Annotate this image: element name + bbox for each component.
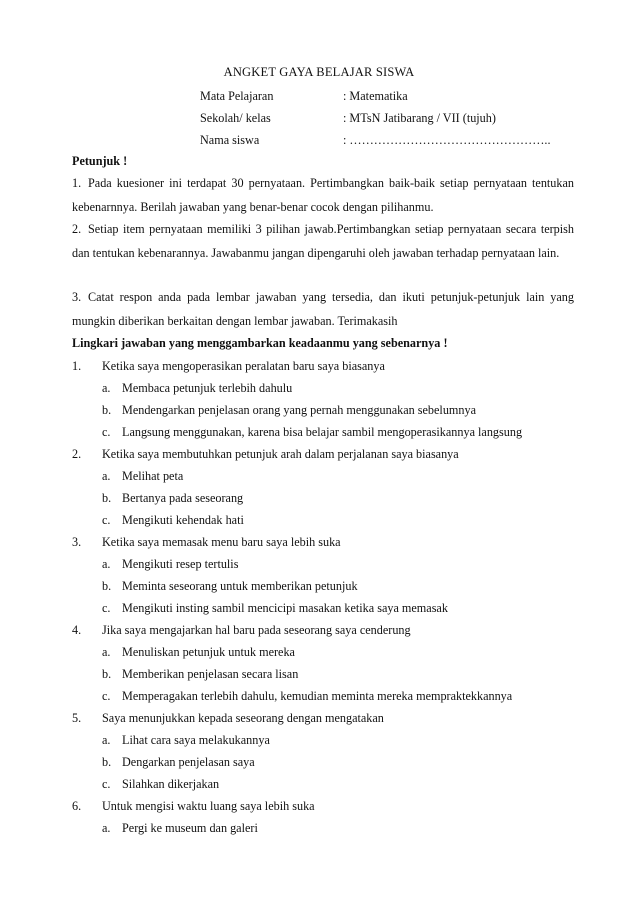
- option-text: Mengikuti insting sambil mencicipi masakan ketika saya memasak: [122, 601, 448, 615]
- meta-label-school: Sekolah/ kelas: [200, 111, 271, 125]
- option-letter: a.: [102, 469, 111, 483]
- option-text: Meminta seseorang untuk memberikan petunjuk: [122, 579, 358, 593]
- instruction-text: Pada kuesioner ini terdapat 30 pernyataan. Pertimbangkan baik-baik setiap pernyataan tentukan kebenarnnya. Berilah jawaban yang benar-benar cocok dengan pilihanmu.: [72, 176, 574, 214]
- option-text: Menuliskan petunjuk untuk mereka: [122, 645, 295, 659]
- question-text: Saya menunjukkan kepada seseorang dengan mengatakan: [102, 711, 384, 725]
- option-text: Memberikan penjelasan secara lisan: [122, 667, 299, 681]
- instruction-number: 3.: [72, 290, 82, 304]
- question-number: 6.: [72, 799, 82, 813]
- option-text: Langsung menggunakan, karena bisa belajar sambil mengoperasikannya langsung: [122, 425, 523, 439]
- option-letter: c.: [102, 513, 111, 527]
- option-letter: c.: [102, 689, 111, 703]
- option-letter: a.: [102, 557, 111, 571]
- option-text: Silahkan dikerjakan: [122, 777, 220, 791]
- answer-option[interactable]: [102, 425, 522, 440]
- option-text: Memperagakan terlebih dahulu, kemudian meminta mereka mempraktekkannya: [122, 689, 513, 703]
- instruction-number: 2.: [72, 222, 82, 236]
- option-letter: a.: [102, 645, 111, 659]
- meta-label-name: Nama siswa: [200, 133, 260, 147]
- option-text: Mengikuti resep tertulis: [122, 557, 239, 571]
- instruction-text: Setiap item pernyataan memiliki 3 pilihan jawab.Pertimbangkan setiap pernyataan secara terpish dan tentukan kebenarannya. Jawabanmu jangan dipengaruhi oleh jawaban terhadap pernyataan lain.: [72, 222, 574, 260]
- option-letter: b.: [102, 667, 112, 681]
- option-letter: c.: [102, 777, 111, 791]
- instruction-item: [72, 172, 574, 219]
- option-letter: b.: [102, 491, 112, 505]
- question-text: Ketika saya mengoperasikan peralatan baru saya biasanya: [102, 359, 385, 373]
- question-number: 4.: [72, 623, 82, 637]
- answer-option[interactable]: [102, 469, 183, 484]
- answer-option[interactable]: [102, 733, 270, 748]
- answer-option[interactable]: [102, 601, 448, 616]
- option-letter: c.: [102, 601, 111, 615]
- answer-option[interactable]: [102, 645, 295, 660]
- answer-option[interactable]: [102, 557, 238, 572]
- meta-label-subject: Mata Pelajaran: [200, 89, 274, 103]
- answer-option[interactable]: [102, 513, 244, 528]
- answer-option[interactable]: [102, 381, 292, 396]
- option-text: Dengarkan penjelasan saya: [122, 755, 255, 769]
- meta-value-subject: : Matematika: [343, 89, 408, 103]
- option-letter: c.: [102, 425, 111, 439]
- option-text: Mengikuti kehendak hati: [122, 513, 244, 527]
- answer-option[interactable]: [102, 403, 476, 418]
- question-number: 3.: [72, 535, 82, 549]
- instruction-text: Catat respon anda pada lembar jawaban yang tersedia, dan ikuti petunjuk-petunjuk lain yang mungkin diberikan berkaitan dengan lembar jawaban. Terimakasih: [72, 290, 574, 328]
- option-text: Membaca petunjuk terlebih dahulu: [122, 381, 293, 395]
- question-text: Jika saya mengajarkan hal baru pada seseorang saya cenderung: [102, 623, 411, 637]
- circle-answer-heading: Lingkari jawaban yang menggambarkan keadaanmu yang sebenarnya !: [72, 336, 448, 350]
- option-letter: b.: [102, 579, 112, 593]
- question-number: 1.: [72, 359, 82, 373]
- option-text: Lihat cara saya melakukannya: [122, 733, 270, 747]
- instruction-number: 1.: [72, 176, 82, 190]
- answer-option[interactable]: [102, 755, 255, 770]
- question-text: Untuk mengisi waktu luang saya lebih suka: [102, 799, 315, 813]
- answer-option[interactable]: [102, 667, 298, 682]
- answer-option[interactable]: [102, 689, 512, 704]
- option-text: Bertanya pada seseorang: [122, 491, 244, 505]
- question-number: 5.: [72, 711, 82, 725]
- option-text: Pergi ke museum dan galeri: [122, 821, 258, 835]
- question-number: 2.: [72, 447, 82, 461]
- answer-option[interactable]: [102, 777, 219, 792]
- meta-value-name: : …………………………………………..: [343, 133, 551, 147]
- option-text: Melihat peta: [122, 469, 184, 483]
- question-text: Ketika saya membutuhkan petunjuk arah dalam perjalanan saya biasanya: [102, 447, 459, 461]
- option-letter: a.: [102, 733, 111, 747]
- answer-option[interactable]: [102, 579, 358, 594]
- question-text: Ketika saya memasak menu baru saya lebih suka: [102, 535, 341, 549]
- document-title: ANGKET GAYA BELAJAR SISWA: [223, 65, 415, 79]
- option-text: Mendengarkan penjelasan orang yang pernah menggunakan sebelumnya: [122, 403, 476, 417]
- meta-value-school: : MTsN Jatibarang / VII (tujuh): [343, 111, 496, 125]
- answer-option[interactable]: [102, 491, 243, 506]
- option-letter: a.: [102, 381, 111, 395]
- option-letter: a.: [102, 821, 111, 835]
- instructions-heading: Petunjuk !: [72, 154, 128, 168]
- instruction-item: [72, 286, 574, 333]
- option-letter: b.: [102, 403, 112, 417]
- answer-option[interactable]: [102, 821, 258, 836]
- instruction-item: [72, 218, 574, 265]
- option-letter: b.: [102, 755, 112, 769]
